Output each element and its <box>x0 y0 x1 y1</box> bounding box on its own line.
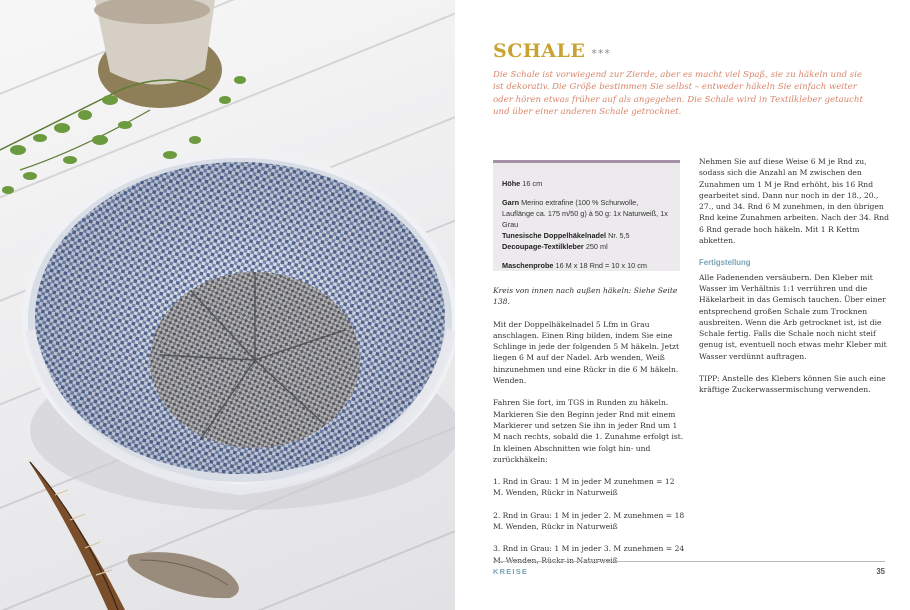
height-label: Höhe <box>502 179 521 188</box>
round-step: 2. Rnd in Grau: 1 M in jeder 2. M zunehmen = 18 M. Wenden, Rückr in Naturweiß <box>493 510 685 532</box>
materials-box <box>493 160 680 271</box>
plant-pot <box>94 0 222 108</box>
instructions-column-2 <box>699 156 889 407</box>
tip-paragraph: TIPP: Anstelle des Klebers können Sie auch eine kräftige Zuckerwassermischung verwenden. <box>699 374 886 395</box>
needle-value: Nr. 5,5 <box>608 231 630 240</box>
intro-text: Die Schale ist vorwiegend zur Zierde, aber es macht viel Spaß, sie zu häkeln und sie ist dekorativ. Die Größe bestimmen Sie selbst – entweder häkeln Sie einfach weiter oder hören etwas früher auf als angegeben. Die Schale wird in Textilkleber getaucht und über einer anderen Schale getrocknet. <box>493 70 863 118</box>
reference-note: Kreis von innen nach außen häkeln: Siehe Seite 138. <box>493 286 678 307</box>
section-label: KREISE <box>493 567 529 576</box>
instruction-paragraph: Fahren Sie fort, im TGS in Runden zu häkeln. Markieren Sie den Beginn jeder Rnd mit einem Markierer und setzen Sie ihn in jeder Rnd um 1 M nach rechts, sobald die 1. Zunahme erfolgt ist. In kleinen Abschnitten wie folgt hin- und zurückhäkeln: <box>493 398 684 464</box>
round-step: 3. Rnd in Grau: 1 M in jeder 3. M zunehmen = 24 <box>493 544 685 554</box>
gauge-value: 16 M x 18 Rnd = 10 x 10 cm <box>555 261 647 270</box>
instruction-paragraph: Alle Fadenenden versäubern. Den Kleber mit Wasser im Verhältnis 1:1 verrühren und die Häkelarbeit in das Gemisch tauchen. Über einer entsprechend großen Schale zum Trocknen ausbreiten. Wenn die Arb getrocknet ist, ist die Schale fertig. Falls die Schale noch nicht steif genug ist, eventuell noch etwas mehr Kleber mit Wasser verdünnt auftragen. <box>699 272 887 361</box>
gauge-line <box>502 260 671 271</box>
title-row <box>493 40 611 62</box>
height-value: 16 cm <box>522 179 543 188</box>
pattern-page <box>455 0 910 610</box>
yarn-line <box>502 197 671 230</box>
needle-line <box>502 230 671 241</box>
instructions-column-1 <box>493 285 685 577</box>
finishing-heading: Fertigstellung <box>699 258 751 268</box>
instruction-paragraph: Nehmen Sie auf diese Weise 6 M je Rnd zu, sodass sich die Anzahl an M zwischen den Zunahmen um 1 M je Rnd erhöht, bis 16 Rnd gearbeitet sind. Dann nur noch in der 18., 20., 27., und 34. Rnd 6 M zunehmen, in den übrigen Rnd keine Zunahmen arbeiten. Nach der 34. Rnd 6 Rnd gerade hoch häkeln. Mit 1 R Kettm abketten. <box>699 157 889 246</box>
footer-divider <box>493 561 885 562</box>
glue-line <box>502 241 671 252</box>
needle-label: Tunesische Doppelhäkelnadel <box>502 231 607 240</box>
difficulty-rating: *** <box>591 47 611 60</box>
crochet-bowl <box>25 155 455 490</box>
yarn-label: Garn <box>502 198 520 207</box>
round-step: 1. Rnd in Grau: 1 M in jeder M zunehmen = 12 M. Wenden, Rückr in Naturweiß <box>493 477 675 498</box>
yarn-value: Merino extrafine (100 % Schurwolle, Lauflänge ca. 175 m/50 g) à 50 g: 1x Naturweiß, 1x Grau <box>502 198 668 229</box>
page-number: 35 <box>876 567 885 576</box>
driftwood <box>128 552 239 598</box>
glue-value: 250 ml <box>585 242 608 251</box>
glue-label: Decoupage-Textilkleber <box>502 242 584 251</box>
gauge-label: Maschenprobe <box>502 261 554 270</box>
height-line <box>502 178 671 189</box>
page-title: SCHALE <box>493 40 586 62</box>
instruction-paragraph: Mit der Doppelhäkelnadel 5 Lfm in Grau anschlagen. Einen Ring bilden, indem Sie eine Schlinge in jede der folgenden 5 M häkeln. Jetzt liegen 6 M auf der Nadel. Arb wenden, Weiß hinzunehmen und eine Rückr in die 6 M häkeln. Wenden. <box>493 319 680 386</box>
